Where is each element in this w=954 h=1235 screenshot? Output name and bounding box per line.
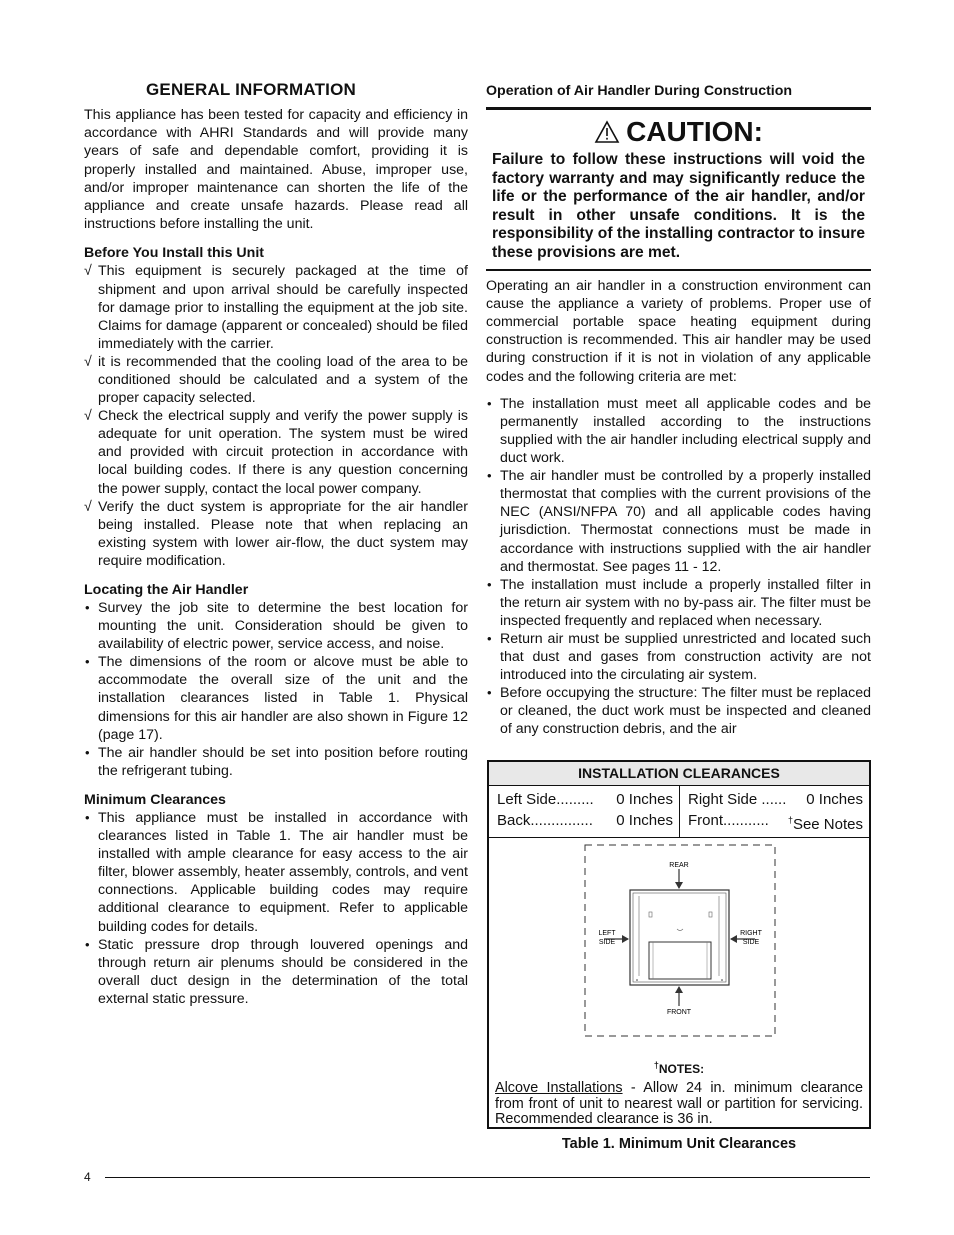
- caution-text: Failure to follow these instructions will void the factory warranty and may significantly reduce the life or the performance of the air handler, and/or result in other unsafe conditions. It is the responsibility of the installing contractor to insure these provisions are met.: [492, 151, 865, 261]
- alcove-installations-label: Alcove Installations: [495, 1080, 623, 1096]
- right-side-diagram-label: RIGHT: [740, 930, 762, 937]
- right-side-diagram-label-2: SIDE: [742, 939, 760, 946]
- list-item: √ Check the electrical supply and verify the power supply is adequate for unit operation. The system must be wired and provided with circuit protection in accordance with local building codes. If there is any question concerning the power supply, contact the local power company.: [84, 408, 468, 497]
- table-caption: Table 1. Minimum Unit Clearances: [561, 1136, 797, 1152]
- back-value: 0 Inches: [616, 812, 673, 829]
- before-install-heading: Before You Install this Unit: [84, 245, 264, 262]
- rear-label: REAR: [669, 862, 689, 869]
- bullet-icon: •: [487, 468, 492, 484]
- bullet-icon: •: [487, 631, 492, 646]
- front-label: Front...........: [688, 812, 769, 829]
- list-item: • This appliance must be installed in accordance with clearances listed in Table 1. The air handler must be installed with ample clearance for easy access to the air filter, blower assembly, heater assembly, controls, and vent connections. Applicable building codes may require additional clearance to equipment. Refer to applicable building codes for details.: [85, 809, 468, 935]
- left-side-value: 0 Inches: [616, 791, 673, 808]
- list-item: √ Verify the duct system is appropriate for the air handler being installed. Please note that when replacing an existing system with lower air-flow, the duct system may require modification.: [84, 498, 468, 569]
- clearances-heading: INSTALLATION CLEARANCES: [489, 762, 869, 786]
- locating-heading: Locating the Air Handler: [84, 582, 249, 599]
- bullet-icon: •: [85, 600, 90, 616]
- caution-title: CAUTION:: [626, 116, 763, 147]
- list-item: • Return air must be supplied unrestricted and located such that dust and gases from construction activity are not introduced into the circulating air system.: [487, 631, 871, 684]
- left-side-diagram-label: LEFT: [598, 930, 616, 937]
- clearances-right-cell: [679, 786, 869, 837]
- check-mark-icon: √: [84, 353, 92, 370]
- bullet-icon: •: [85, 936, 90, 952]
- left-side-diagram-label-2: SIDE: [598, 939, 616, 946]
- left-column: [84, 80, 468, 1008]
- list-item: • The air handler must be controlled by a properly installed thermostat that complies with the current provisions of the NEC (ANSI/NFPA 70) and all applicable codes having jurisdiction. Thermostat connections must be made in accordance with instructions supplied with the air handler and thermostat. See pages 11 - 12.: [487, 468, 871, 575]
- notes-heading: †NOTES:: [653, 1060, 705, 1076]
- bullet-icon: •: [85, 654, 90, 670]
- right-column: [486, 82, 871, 739]
- minimum-clearances-list: [84, 809, 468, 1008]
- front-value: See Notes: [792, 816, 863, 833]
- locating-list: [84, 599, 468, 780]
- bullet-icon: •: [487, 576, 492, 592]
- list-item: • The installation must include a properly installed filter in the return air system with no by-pass air. The filter must be inspected frequently and replaced when necessary.: [487, 576, 871, 629]
- general-intro: This appliance has been tested for capacity and efficiency in accordance with AHRI Standards and will provide many years of safe and dependable comfort, providing it is properly installed and maintained. Abuse, improper use, and/or improper maintenance can shorten the life of the appliance and create unsafe hazards. Please read all instructions before installing the unit.: [84, 107, 468, 233]
- clearances-values: [489, 786, 869, 838]
- before-install-list: [84, 262, 468, 570]
- dagger-mark: †: [653, 1060, 659, 1070]
- list-item: • Survey the job site to determine the best location for mounting the unit. Consideration should be given to availability of electric power, service access, and noise.: [85, 600, 468, 653]
- warning-triangle-icon: [594, 120, 620, 144]
- operation-intro: Operating an air handler in a construction environment can cause the appliance a variety of problems. Proper use of commercial portable space heating equipment during construction is recommended. This air handler may be used during construction if it is not in violation of any applicable codes and the following criteria are met:: [486, 277, 871, 385]
- installation-clearances-table: [487, 760, 871, 1129]
- caution-box: [486, 107, 871, 271]
- check-mark-icon: √: [84, 263, 92, 280]
- right-side-value: 0 Inches: [806, 791, 863, 808]
- back-label: Back...............: [497, 812, 593, 829]
- minimum-clearances-heading: Minimum Clearances: [84, 791, 226, 808]
- check-mark-icon: √: [84, 408, 92, 425]
- caution-title-row: [492, 115, 865, 149]
- bullet-icon: •: [85, 809, 90, 825]
- air-handler-top-view-diagram: [489, 838, 869, 1056]
- right-side-label: Right Side ......: [688, 791, 787, 808]
- general-information-heading: GENERAL INFORMATION: [146, 80, 356, 99]
- list-item: √ it is recommended that the cooling load of the area to be conditioned should be calculated and a system of the proper capacity selected.: [84, 353, 468, 407]
- footer-rule: [105, 1177, 870, 1178]
- operation-criteria-list: [486, 395, 871, 739]
- page-number: 4: [84, 1170, 91, 1184]
- list-item: • Static pressure drop through louvered openings and through return air plenums should be considered in the overall duct design in the determination of the total external static pressure.: [85, 936, 468, 1007]
- clearances-left-cell: [489, 786, 679, 837]
- bullet-icon: •: [487, 685, 492, 701]
- list-item: • Before occupying the structure: The filter must be replaced or cleaned, the duct work must be inspected and cleaned of any construction debris, and the air: [487, 685, 871, 738]
- bullet-icon: •: [487, 395, 492, 411]
- front-diagram-label: FRONT: [666, 1009, 692, 1016]
- dagger-mark: †: [787, 815, 793, 825]
- list-item: • The air handler should be set into position before routing the refrigerant tubing.: [85, 744, 468, 779]
- list-item: √ This equipment is securely packaged at the time of shipment and upon arrival should be carefully inspected for damage prior to installing the equipment at the job site. Claims for damage (apparent or concealed) should be filed immediately with the carrier.: [84, 263, 468, 352]
- notes-text: [489, 1076, 869, 1128]
- left-side-label: Left Side.........: [497, 791, 594, 808]
- bullet-icon: •: [85, 744, 90, 760]
- operation-heading: Operation of Air Handler During Construction: [486, 83, 793, 99]
- alcove-installations-text: - Allow 24 in. minimum clearance from front of unit to nearest wall or partition for servicing. Recommended clearance is 36 in.: [495, 1080, 864, 1128]
- clearance-diagram: [489, 838, 869, 1056]
- list-item: • The dimensions of the room or alcove must be able to accommodate the overall size of the unit and the installation clearances listed in Table 1. Physical dimensions for this air handler are also shown in Figure 12 (page 17).: [85, 654, 468, 743]
- list-item: • The installation must meet all applicable codes and be permanently installed according to the instructions supplied with the air handler including electrical supply and duct work.: [487, 395, 871, 467]
- check-mark-icon: √: [84, 498, 92, 515]
